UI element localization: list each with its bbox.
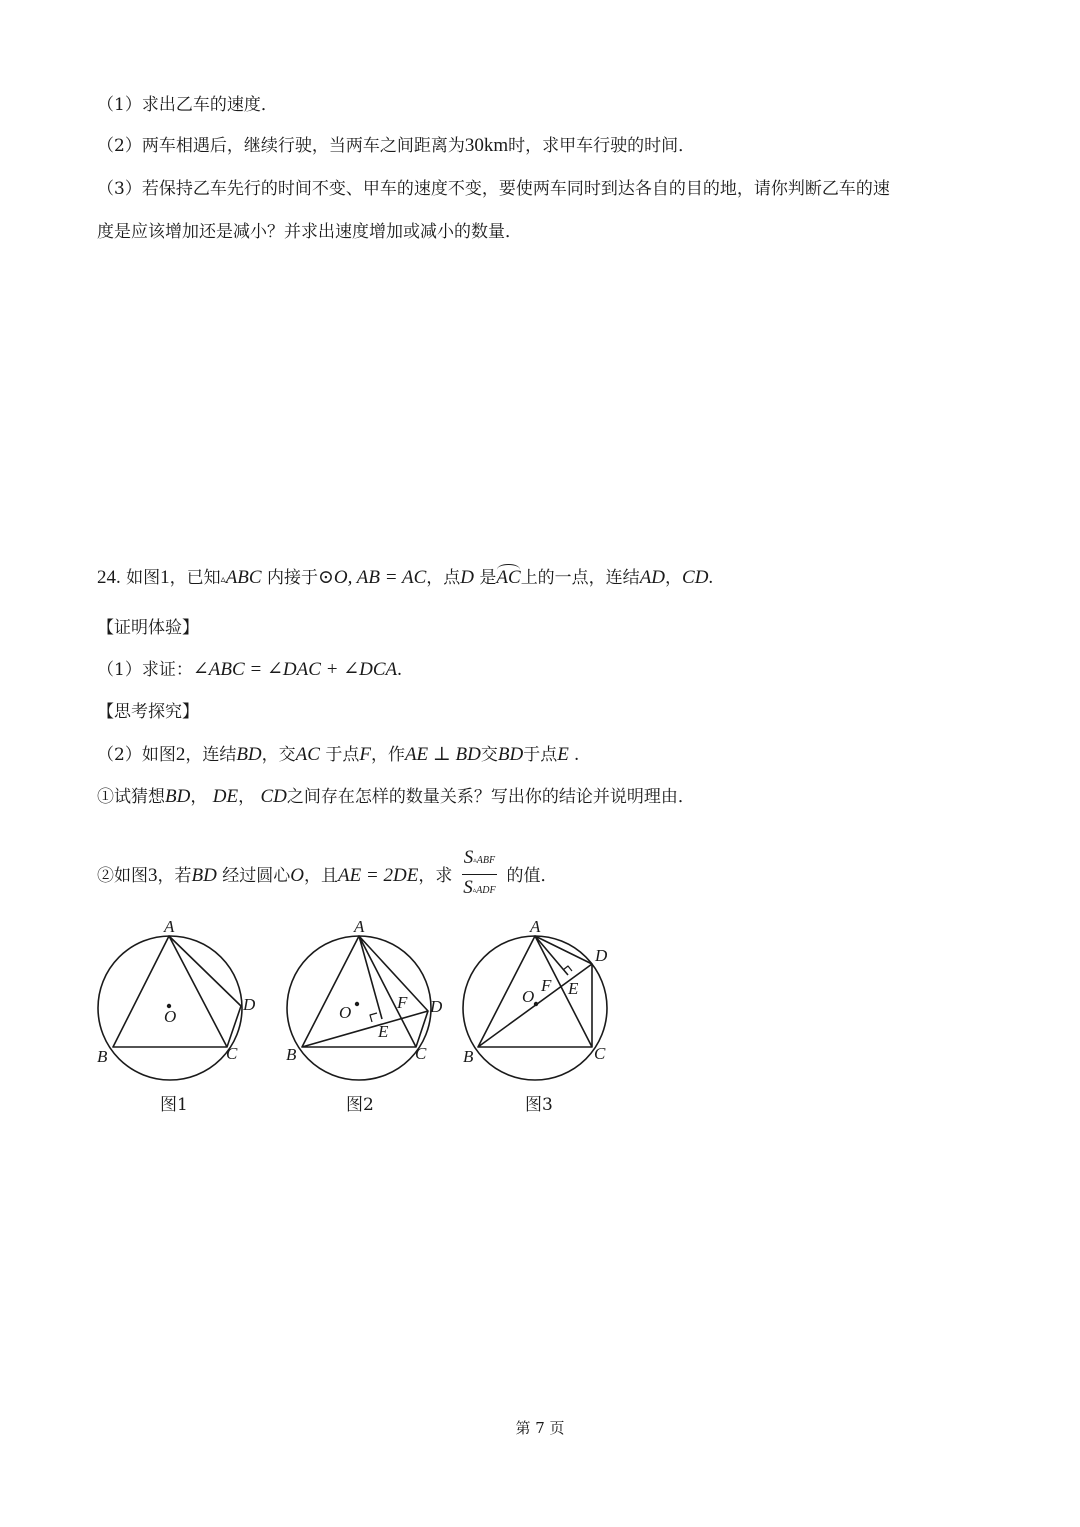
- q24-sub1-de: DE: [212, 786, 239, 807]
- frac-denominator-sub: ADF: [476, 885, 496, 896]
- label-c-fig2: C: [415, 1044, 427, 1063]
- q24-sub2-text: ，求: [418, 866, 453, 886]
- q24-part1-text: （1）求证：: [97, 660, 193, 680]
- label-e-fig3: E: [568, 979, 579, 998]
- q24-period: .: [708, 567, 714, 588]
- q24-part2-end: .: [574, 744, 579, 765]
- label-a-fig2: A: [354, 917, 365, 936]
- label-e-fig2: E: [378, 1022, 389, 1041]
- q24-sub2-end: 的值．: [506, 866, 558, 886]
- label-b-fig1: B: [97, 1047, 108, 1066]
- q24-sub2-fig-ref: 3: [148, 865, 158, 886]
- q23-part2: [97, 134, 695, 158]
- q24-sub2-text: 经过圆心: [222, 866, 291, 886]
- q24-sub1-text: 之间存在怎样的数量关系？写出你的结论并说明理由．: [286, 787, 695, 807]
- q24-number: 24.: [97, 567, 121, 588]
- q24-part2-fig-ref: 2: [175, 744, 186, 765]
- center-dot-fig3: [534, 1002, 538, 1006]
- label-a-fig1: A: [164, 917, 175, 936]
- label-o-fig1: O: [164, 1007, 177, 1026]
- geometry-figures: [0, 910, 1080, 1140]
- q24-comma: ，: [665, 568, 683, 588]
- section-proof-experience: 【证明体验】: [97, 618, 199, 638]
- label-f-fig3: F: [541, 976, 552, 995]
- q24-part2: [97, 743, 579, 767]
- q24-sub2-text: ，若: [157, 866, 192, 886]
- triangle-symbol: ▵: [220, 574, 226, 585]
- label-f-fig2: F: [397, 993, 408, 1012]
- q24-fig-ref: 1: [160, 567, 170, 588]
- triangle-symbol: ▵: [472, 886, 477, 894]
- q23-part3-line2: 度是应该增加还是减小？并求出速度增加或减小的数量．: [97, 222, 522, 242]
- q24-part2-text: ，连结: [185, 745, 237, 765]
- q24-segment-ad: AD: [639, 567, 666, 588]
- q24-stem: [97, 566, 713, 592]
- q24-text: 是: [479, 568, 497, 588]
- q24-text: 如图: [126, 568, 161, 588]
- q23-part2-text-b: 时，求甲车行驶的时间．: [508, 136, 696, 156]
- q24-part2-text: 于点: [325, 745, 360, 765]
- label-b-fig2: B: [286, 1045, 297, 1064]
- label-c-fig3: C: [594, 1044, 606, 1063]
- q24-sub1-sep: ，: [238, 787, 256, 807]
- frac-numerator-s: S: [463, 847, 474, 868]
- q24-text: 上的一点，连结: [520, 568, 640, 588]
- q24-part1-end: .: [397, 659, 402, 680]
- caption-fig3: 图3: [525, 1095, 553, 1115]
- q23-part2-distance: 30km: [464, 135, 509, 156]
- label-c-fig1: C: [226, 1044, 238, 1063]
- q24-part2-text: ，作: [370, 745, 405, 765]
- frac-denominator-s: S: [463, 877, 473, 898]
- q24-sub2-bd: BD: [191, 865, 217, 886]
- q24-part2-text: （2）如图: [97, 745, 176, 765]
- page-number-footer: 第 7 页: [515, 1419, 565, 1437]
- q24-sub1-cd: CD: [260, 786, 287, 807]
- q23-part2-text-a: （2）两车相遇后，继续行驶，当两车之间距离为: [97, 136, 465, 156]
- q24-part2-perp: AE ⊥ BD: [404, 744, 481, 765]
- figure-3-diagram: [463, 936, 607, 1080]
- label-o-fig2: O: [339, 1003, 352, 1022]
- label-d-fig3: D: [595, 946, 608, 965]
- q24-text: ，点: [426, 568, 461, 588]
- q24-sub2-o: O: [290, 865, 304, 886]
- caption-fig2: 图2: [346, 1095, 374, 1115]
- q23-part1: （1）求出乙车的速度．: [97, 95, 278, 115]
- label-a-fig3: A: [530, 917, 541, 936]
- q24-sub2: [97, 848, 558, 905]
- q24-part2-bd2: BD: [497, 744, 524, 765]
- q24-sub1-bd: BD: [165, 786, 191, 807]
- q24-part1: [97, 658, 402, 682]
- label-d-fig1: D: [243, 995, 256, 1014]
- q24-text: ，已知: [169, 568, 221, 588]
- q24-sub1-text: ①试猜想: [97, 787, 165, 807]
- q24-text: 内接于: [266, 568, 318, 588]
- q24-part1-equation: ∠ABC = ∠DAC + ∠DCA: [192, 659, 398, 680]
- q24-circle-o: ⊙O, AB = AC: [317, 567, 427, 588]
- q24-sub2-text: ，且: [303, 866, 338, 886]
- q24-sub1: [97, 785, 695, 809]
- q24-sub2-equation: AE = 2DE: [337, 865, 419, 886]
- figure-2-diagram: [287, 936, 431, 1080]
- q23-part3-line1: （3）若保持乙车先行的时间不变、甲车的速度不变，要使两车同时到达各自的目的地，请你判断乙车的速: [97, 179, 890, 199]
- q24-part2-text: 交: [480, 745, 498, 765]
- q24-segment-cd: CD: [682, 567, 709, 588]
- frac-numerator-sub: ABF: [476, 855, 496, 866]
- caption-fig1: 图1: [160, 1095, 188, 1115]
- q24-part2-f: F: [359, 744, 371, 765]
- label-o-fig3: O: [522, 987, 535, 1006]
- label-d-fig2: D: [430, 997, 443, 1016]
- q24-arc-ac: AC: [496, 567, 521, 588]
- q24-part2-text: 于点: [523, 745, 558, 765]
- q24-triangle-abc: ABC: [225, 567, 262, 588]
- area-ratio-fraction: [462, 846, 497, 903]
- q24-sub1-sep: ，: [190, 787, 208, 807]
- q24-part2-bd: BD: [236, 744, 262, 765]
- triangle-symbol: ▵: [473, 856, 477, 864]
- label-b-fig3: B: [463, 1047, 474, 1066]
- center-dot-fig2: [355, 1002, 359, 1006]
- q24-part2-text: ，交: [261, 745, 296, 765]
- q24-point-d: D: [460, 567, 474, 588]
- q24-part2-ac: AC: [295, 744, 320, 765]
- section-thinking-exploration: 【思考探究】: [97, 702, 199, 722]
- q24-part2-e: E: [557, 744, 569, 765]
- q24-sub2-text: ②如图: [97, 866, 148, 886]
